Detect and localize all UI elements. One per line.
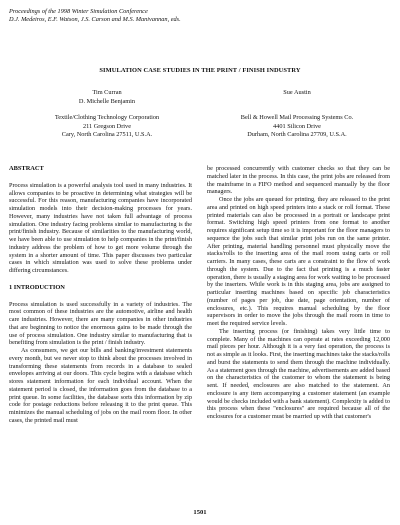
page-number: 1501: [193, 509, 207, 516]
proceedings-line-2: D.J. Medeiros, E.F. Watson, J.S. Carson and M.S. Manivannan, eds.: [9, 16, 181, 23]
author-group-left: [22, 89, 192, 140]
body-paragraph-1: be processed concurrently with customer checks so that they can be matched later in the process. In this case, the print jobs are released from the mainframe in a FIFO method and sequenced manually by the floor managers.: [207, 165, 390, 196]
author-name: Tim Curran: [92, 89, 122, 96]
left-column: [9, 165, 192, 425]
affiliation-line: Durham, North Carolina 27709, U.S.A.: [247, 131, 347, 139]
affiliation-line: 4401 Silicon Drive: [273, 122, 321, 130]
intro-paragraph-2: As consumers, we get our bills and banking/investment statements every month, but we never stop to think about the processes involved in transforming these statements from records in a database to sealed envelopes arriving at our doors. This cycle begins with a database which stores statement information for each individual account. When the statement period is closed, the information goes from the database to a print queue. In some facilities, the database sorts this information by zip code for postage reductions before releasing it to the print queue. This minimizes the manual scheduling of jobs on the mail room floor. In other cases, the printed mail must: [9, 347, 192, 424]
affiliation-line: Cary, North Carolina 27511, U.S.A.: [61, 131, 153, 139]
abstract-text: Process simulation is a powerful analysis tool used in many industries. It allows companies to be proactive in determining what strategies will be successful. For this reason, manufacturing companies have incorporated simulation models into their decision-making processes for years. However, many industries have not taken full advantage of process simulation. One industry facing problems similar to manufacturing is the print/finish industry. Because of similarities to the manufacturing world, we have been able to use simulation to help companies in the print/finish industry address the problem of how to get more volume through the system in a shorter amount of time. This paper discusses two particular cases in which simulation was used to solve these problems under differing circumstances.: [9, 181, 192, 274]
affiliation-right: [200, 114, 394, 140]
introduction-heading: 1 INTRODUCTION: [9, 283, 65, 291]
author-group-right: [200, 89, 394, 140]
right-column: [207, 165, 390, 421]
paper-title: SIMULATION CASE STUDIES IN THE PRINT / FINISH INDUSTRY: [99, 67, 301, 74]
body-paragraph-2: Once the jobs are queued for printing, they are released to the print area and printed on high speed printers into a stack or roll format. These printed materials can also be processed in a portrait or landscape print format. Switching high speed printers from one format to another requires significant setup time so it is important for the floor managers to sequence the jobs such that similar print jobs run on the same printer. After printing, material handling personnel must physically move the stacks/rolls to the inserting area of the mail room using carts or roll carriers. In many cases, these carts are a constraint to the flow of work through the system. Due to the fact that printing is a much faster operation, there is usually a staging area for work waiting to be processed by the inserters. While work is in this staging area, jobs are assigned to particular inserting machines based on specific job characteristics (number of pages per job, due date, page orientation, number of enclosures, etc.). This requires manual scheduling by the floor supervisors in order to move the jobs through the mail room in time to meet the required service levels.: [207, 196, 390, 327]
proceedings-line-1: Proceedings of the 1998 Winter Simulation Conference: [9, 8, 148, 15]
proceedings-header: [9, 8, 181, 24]
affiliation-left: [22, 114, 192, 140]
abstract-heading: ABSTRACT: [9, 165, 44, 172]
intro-paragraph-1: Process simulation is used successfully in a variety of industries. The most common of these industries are the automotive, airline and health care industries. However, there are many companies in other industries that are beginning to notice the enormous gains to be made through the use of process simulation. One industry similar to manufacturing that is benefiting from simulation is the print / finish industry.: [9, 300, 192, 347]
author-name: D. Michelle Benjamin: [78, 97, 136, 105]
affiliation-line: Bell & Howell Mail Processing Systems Co.: [240, 114, 354, 122]
author-name: Sue Austin: [283, 89, 311, 96]
body-paragraph-3: The inserting process (or finishing) takes very little time to complete. Many of the machines can operate at rates exceeding 12,000 mail pieces per hour. Although it is a very fast operation, the process is not as simple as it looks. First, the inserting machines take the stacks/rolls and burst the statements to send them through the machine individually. As a statement goes through the machine, advertisements are added based on the characteristics of the customer to whom the statement is being sent. If needed, enclosures are also matched to the statement. An enclosure is any item accompanying a customer statement (an example would be checks included with a bank statement). Complexity is added to this process when these "enclosures" are required because all of the enclosures for a customer must be married up with that customer's: [207, 327, 390, 420]
affiliation-line: 211 Gregson Drive: [82, 122, 132, 130]
affiliation-line: Textile/Clothing Technology Corporation: [54, 114, 160, 122]
